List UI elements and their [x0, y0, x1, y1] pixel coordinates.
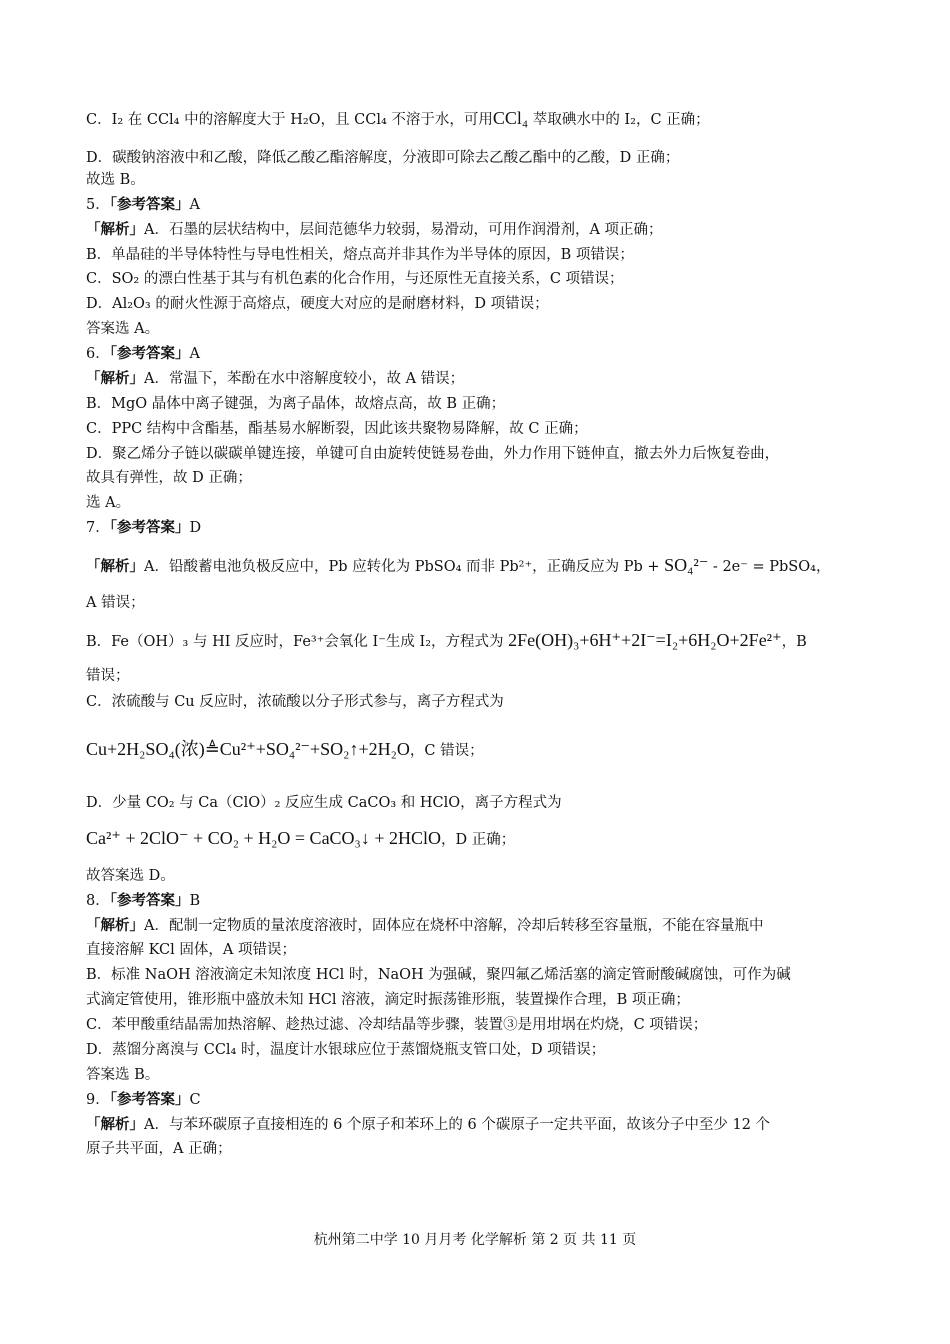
formula: SO₄²⁻: [664, 555, 709, 575]
formula: CCl₄: [492, 108, 529, 128]
text-run: B: [189, 893, 201, 909]
text-line-l20: [86, 628, 864, 655]
text-line-l22: [86, 690, 864, 715]
text-run: A．与苯环碳原子直接相连的 6 个原子和苯环上的 6 个碳原子一定共平面，故该分子中至少 12 个: [144, 1117, 771, 1133]
text-run: A．石墨的层状结构中，层间范德华力较弱，易滑动，可用作润滑剂，A 项正确；: [144, 222, 663, 238]
text-run: A．铅酸蓄电池负极反应中，Pb 应转化为 PbSO₄ 而非 Pb²⁺，正确反应为 Pb +: [144, 559, 665, 575]
text-line-l34: [86, 1063, 864, 1088]
text-line-l07: [86, 267, 864, 292]
text-run: 故选 B。: [86, 172, 145, 188]
text-run: 6．: [86, 346, 110, 362]
text-line-l11: [86, 367, 864, 392]
text-line-l28: [86, 914, 864, 939]
text-run: A: [189, 346, 200, 362]
text-run: B．标准 NaOH 溶液滴定未知浓度 HCl 时，NaOH 为强碱，聚四氟乙烯活塞的滴定管耐酸碱腐蚀，可作为碱: [86, 967, 791, 983]
text-run: C．I₂ 在 CCl₄ 中的溶解度大于 H₂O，且 CCl₄ 不溶于水，可用: [86, 112, 493, 128]
formula: Ca²⁺ + 2ClO⁻ + CO₂ + H₂O = CaCO₃↓ + 2HClO: [86, 828, 441, 848]
section-label: 「参考答案」: [109, 1092, 190, 1108]
text-run: A．配制一定物质的量浓度溶液时，固体应在烧杯中溶解，冷却后转移至容量瓶，不能在容量瓶中: [144, 918, 764, 934]
text-run: B．Fe（OH）₃ 与 HI 反应时，Fe³⁺会氧化 I⁻生成 I₂，方程式为: [86, 634, 509, 650]
text-line-l36: [86, 1113, 864, 1138]
text-line-l03: [86, 168, 864, 193]
text-line-l06: [86, 243, 864, 268]
text-run: A．常温下，苯酚在水中溶解度较小，故 A 错误；: [144, 371, 465, 387]
section-label: 「解析」: [86, 918, 144, 934]
text-run: 故具有弹性，故 D 正确；: [86, 470, 252, 486]
text-run: C．苯甲酸重结晶需加热溶解、趁热过滤、冷却结晶等步骤，装置③是用坩埚在灼烧，C 项错误；: [86, 1017, 708, 1033]
text-line-l32: [86, 1013, 864, 1038]
text-line-l23: [86, 737, 864, 764]
text-run: 错误；: [86, 668, 130, 684]
text-line-l35: [86, 1088, 864, 1113]
text-run: 答案选 A。: [86, 321, 160, 337]
text-line-l21: [86, 664, 864, 689]
text-line-l37: [86, 1137, 864, 1162]
text-line-l24: [86, 791, 864, 816]
text-line-l29: [86, 938, 864, 963]
text-run: 式滴定管使用，锥形瓶中盛放未知 HCl 溶液，滴定时振荡锥形瓶，装置操作合理，B 项正确；: [86, 992, 690, 1008]
text-run: C．PPC 结构中含酯基，酯基易水解断裂，因此该共聚物易降解，故 C 正确；: [86, 421, 588, 437]
text-run: 原子共平面，A 正确；: [86, 1141, 232, 1157]
section-label: 「参考答案」: [109, 197, 190, 213]
section-label: 「解析」: [86, 371, 144, 387]
text-line-l13: [86, 417, 864, 442]
text-line-l26: [86, 864, 864, 889]
text-line-l15: [86, 466, 864, 491]
section-label: 「参考答案」: [109, 520, 190, 536]
text-line-l08: [86, 292, 864, 317]
text-run: 9．: [86, 1092, 110, 1108]
text-line-l01: [86, 106, 864, 133]
text-line-l04: [86, 193, 864, 218]
text-line-l31: [86, 988, 864, 1013]
text-run: 5．: [86, 197, 110, 213]
text-run: 萃取碘水中的 I₂，C 正确；: [528, 112, 710, 128]
section-label: 「解析」: [86, 222, 144, 238]
text-run: B．单晶硅的半导体特性与导电性相关，熔点高并非其作为半导体的原因，B 项错误；: [86, 247, 634, 263]
text-run: 7．: [86, 520, 110, 536]
text-run: - 2e⁻ = PbSO₄，: [708, 559, 831, 575]
text-line-l17: [86, 516, 864, 541]
text-run: ，B: [781, 634, 807, 650]
text-line-l10: [86, 342, 864, 367]
text-line-l25: [86, 826, 864, 853]
text-run: 故答案选 D。: [86, 868, 175, 884]
text-run: 选 A。: [86, 495, 131, 511]
text-run: D．聚乙烯分子链以碳碳单键连接，单键可自由旋转使链易卷曲，外力作用下链伸直，撤去外力后恢复卷曲，: [86, 446, 780, 462]
text-line-l05: [86, 218, 864, 243]
text-run: C．浓硫酸与 Cu 反应时，浓硫酸以分子形式参与，离子方程式为: [86, 694, 504, 710]
text-run: D．少量 CO₂ 与 Ca（ClO）₂ 反应生成 CaCO₃ 和 HClO，离子方程式为: [86, 795, 562, 811]
formula: Cu+2H₂SO₄(浓)≜Cu²⁺+SO₄²⁻+SO₂↑+2H₂O: [86, 739, 410, 759]
text-run: D．蒸馏分离溴与 CCl₄ 时，温度计水银球应位于蒸馏烧瓶支管口处，D 项错误；: [86, 1042, 606, 1058]
text-run: ，D 正确；: [441, 832, 516, 848]
text-run: A 错误；: [86, 595, 145, 611]
text-run: 直接溶解 KCl 固体，A 项错误；: [86, 942, 296, 958]
text-line-l19: [86, 591, 864, 616]
text-line-l09: [86, 317, 864, 342]
text-run: A: [189, 197, 200, 213]
text-run: B．MgO 晶体中离子键强，为离子晶体，故熔点高，故 B 正确；: [86, 396, 506, 412]
text-line-l18: [86, 553, 864, 580]
text-run: C: [189, 1092, 201, 1108]
text-line-l12: [86, 392, 864, 417]
text-line-l33: [86, 1038, 864, 1063]
text-run: 答案选 B。: [86, 1067, 160, 1083]
text-run: D．碳酸钠溶液中和乙酸，降低乙酸乙酯溶解度，分液即可除去乙酸乙酯中的乙酸，D 正确；: [86, 150, 680, 166]
text-run: D: [189, 520, 202, 536]
text-run: C．SO₂ 的漂白性基于其与有机色素的化合作用，与还原性无直接关系，C 项错误；: [86, 271, 624, 287]
section-label: 「参考答案」: [109, 893, 190, 909]
text-line-l14: [86, 442, 864, 467]
text-line-l16: [86, 491, 864, 516]
text-run: D．Al₂O₃ 的耐火性源于高熔点，硬度大对应的是耐磨材料，D 项错误；: [86, 296, 549, 312]
text-run: 8．: [86, 893, 110, 909]
section-label: 「参考答案」: [109, 346, 190, 362]
text-line-l30: [86, 963, 864, 988]
page-footer: 杭州第二中学 10 月月考 化学解析 第 2 页 共 11 页: [313, 1232, 637, 1248]
section-label: 「解析」: [86, 559, 144, 575]
formula: 2Fe(OH)₃+6H⁺+2I⁻=I₂+6H₂O+2Fe²⁺: [508, 630, 782, 650]
section-label: 「解析」: [86, 1117, 144, 1133]
text-line-l27: [86, 889, 864, 914]
text-run: ，C 错误；: [409, 743, 484, 759]
